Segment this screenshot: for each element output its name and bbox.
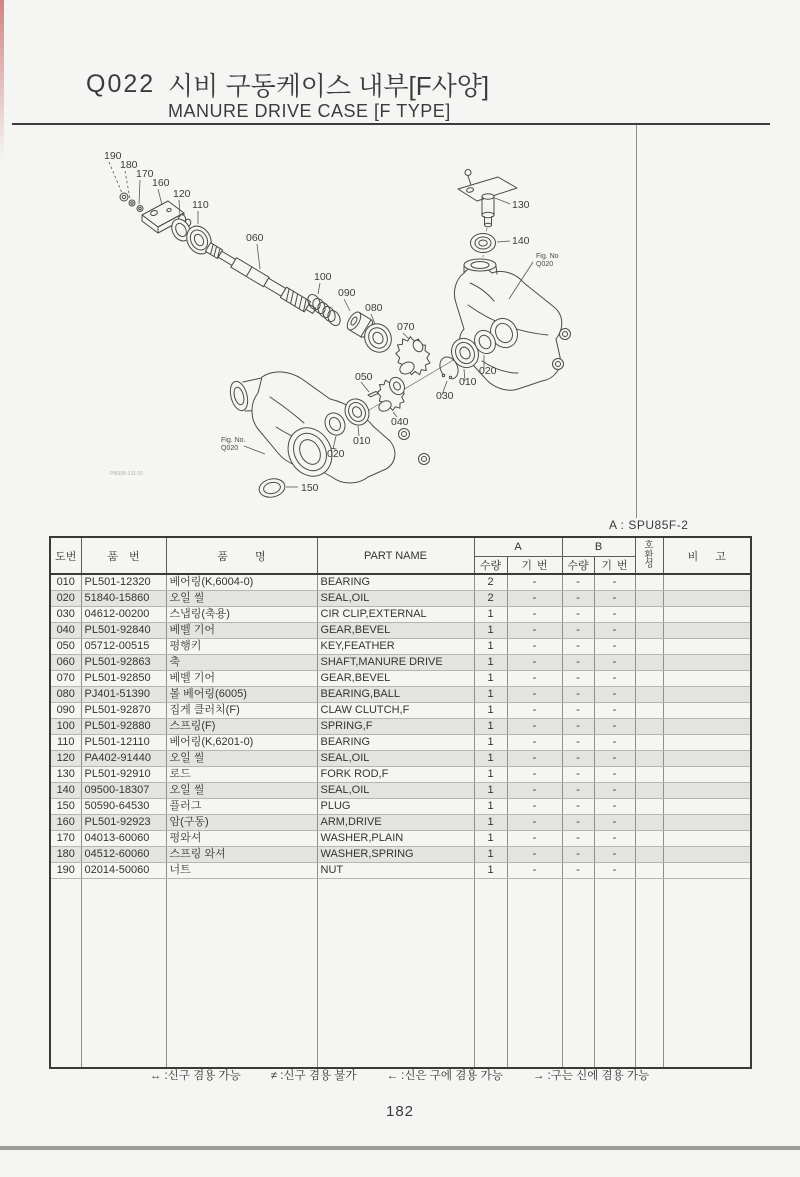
cell-serial-b: - <box>594 735 635 751</box>
cell-serial-a: - <box>507 607 562 623</box>
callout-leader <box>344 299 350 311</box>
cell-remarks <box>663 815 751 831</box>
cell-fig-no: 180 <box>50 847 81 863</box>
cell-qty-b: - <box>562 591 594 607</box>
cell-qty-b: - <box>562 687 594 703</box>
part-shaft-060 <box>205 242 317 316</box>
fig-ref-label: Q020 <box>221 445 239 452</box>
part-key-050 <box>368 392 379 397</box>
cell-fig-no: 050 <box>50 639 81 655</box>
cell-qty-a: 1 <box>474 799 507 815</box>
exploded-diagram <box>12 125 637 520</box>
cell-empty <box>562 879 594 1069</box>
cell-serial-a: - <box>507 639 562 655</box>
cell-serial-a: - <box>507 671 562 687</box>
cell-empty <box>507 879 562 1069</box>
cell-fig-no: 160 <box>50 815 81 831</box>
cell-remarks <box>663 719 751 735</box>
page-number: 182 <box>385 1103 415 1120</box>
diagram-callout-160: 160 <box>152 177 170 189</box>
part-washer-180 <box>129 200 135 206</box>
cell-remarks <box>663 607 751 623</box>
cell-part-name: BEARING <box>317 574 474 591</box>
cell-name-ko: 평행키 <box>166 639 317 655</box>
cell-name-ko: 암(구동) <box>166 815 317 831</box>
symbol-legend <box>49 1067 750 1083</box>
cell-qty-b: - <box>562 639 594 655</box>
diagram-callout-080: 080 <box>365 302 383 314</box>
table-row <box>50 719 751 735</box>
cell-qty-a: 1 <box>474 719 507 735</box>
table-row <box>50 863 751 879</box>
cell-compat <box>635 671 663 687</box>
cell-fig-no: 150 <box>50 799 81 815</box>
cell-serial-a: - <box>507 687 562 703</box>
cell-serial-b: - <box>594 815 635 831</box>
callout-leader <box>318 283 320 294</box>
part-fork-rod-130 <box>458 170 517 227</box>
fig-ref-label: Fig. No. <box>221 437 246 444</box>
col-header-part-name: PART NAME <box>317 537 474 574</box>
cell-compat <box>635 703 663 719</box>
col-header-serial-b: 기 번 <box>594 557 635 575</box>
cell-serial-b: - <box>594 574 635 591</box>
cell-serial-a: - <box>507 815 562 831</box>
cell-compat <box>635 655 663 671</box>
page-title-english: MANURE DRIVE CASE [F TYPE] <box>168 101 451 121</box>
cell-serial-a: - <box>507 831 562 847</box>
cell-qty-b: - <box>562 751 594 767</box>
cell-serial-a: - <box>507 591 562 607</box>
cell-fig-no: 130 <box>50 767 81 783</box>
cell-part-no: 04512-60060 <box>81 847 166 863</box>
cell-serial-a: - <box>507 751 562 767</box>
cell-qty-a: 1 <box>474 863 507 879</box>
callout-leader <box>244 446 265 454</box>
cell-name-ko: 축 <box>166 655 317 671</box>
cell-qty-a: 1 <box>474 687 507 703</box>
diagram-callout-170: 170 <box>136 168 154 180</box>
cell-qty-a: 1 <box>474 783 507 799</box>
cell-part-name: CLAW CLUTCH,F <box>317 703 474 719</box>
cell-part-no: 04013-60060 <box>81 831 166 847</box>
table-row <box>50 767 751 783</box>
cell-qty-b: - <box>562 783 594 799</box>
cell-qty-a: 1 <box>474 751 507 767</box>
diagram-callout-140: 140 <box>512 235 530 247</box>
cell-serial-a: - <box>507 574 562 591</box>
cell-name-ko: 로드 <box>166 767 317 783</box>
diagram-callout-020: 020 <box>479 365 497 377</box>
scan-edge-left <box>0 0 4 160</box>
cell-qty-a: 1 <box>474 655 507 671</box>
table-row <box>50 831 751 847</box>
diagram-callout-010: 010 <box>353 435 371 447</box>
cell-qty-a: 2 <box>474 574 507 591</box>
cell-qty-a: 1 <box>474 767 507 783</box>
cell-remarks <box>663 591 751 607</box>
cell-serial-b: - <box>594 863 635 879</box>
cell-part-name: CIR CLIP,EXTERNAL <box>317 607 474 623</box>
table-row <box>50 607 751 623</box>
compat-vertical-label: 호환성 <box>644 540 654 571</box>
cell-serial-b: - <box>594 767 635 783</box>
table-row <box>50 799 751 815</box>
cell-remarks <box>663 703 751 719</box>
section-code: Q022 <box>86 70 156 98</box>
cell-part-no: PL501-12320 <box>81 574 166 591</box>
cell-remarks <box>663 639 751 655</box>
part-gear-070 <box>396 337 430 377</box>
cell-fig-no: 090 <box>50 703 81 719</box>
cell-serial-a: - <box>507 623 562 639</box>
cell-serial-b: - <box>594 623 635 639</box>
cell-compat <box>635 591 663 607</box>
cell-name-ko: 스프링(F) <box>166 719 317 735</box>
cell-part-name: ARM,DRIVE <box>317 815 474 831</box>
cell-part-no: 50590-64530 <box>81 799 166 815</box>
cell-fig-no: 110 <box>50 735 81 751</box>
cell-name-ko: 오일 씰 <box>166 591 317 607</box>
cell-part-no: PA402-91440 <box>81 751 166 767</box>
cell-part-name: SEAL,OIL <box>317 751 474 767</box>
diagram-callout-090: 090 <box>338 287 356 299</box>
table-row <box>50 815 751 831</box>
cell-qty-b: - <box>562 799 594 815</box>
part-seal-140 <box>471 234 496 253</box>
diagram-callout-100: 100 <box>314 271 332 283</box>
cell-compat <box>635 639 663 655</box>
cell-remarks <box>663 863 751 879</box>
cell-remarks <box>663 623 751 639</box>
cell-serial-a: - <box>507 767 562 783</box>
cell-part-no: 04612-00200 <box>81 607 166 623</box>
cell-empty <box>474 879 507 1069</box>
cell-qty-a: 1 <box>474 815 507 831</box>
cell-qty-a: 1 <box>474 703 507 719</box>
cell-empty <box>317 879 474 1069</box>
fig-ref-label: Q020 <box>536 261 554 268</box>
legend-item: ≠ :신구 겸용 불가 <box>270 1070 357 1082</box>
diagram-callout-150: 150 <box>301 482 319 494</box>
cell-empty <box>594 879 635 1069</box>
cell-qty-a: 1 <box>474 847 507 863</box>
cell-part-name: WASHER,PLAIN <box>317 831 474 847</box>
cell-serial-a: - <box>507 655 562 671</box>
cell-remarks <box>663 687 751 703</box>
cell-qty-b: - <box>562 655 594 671</box>
cell-part-no: PL501-92880 <box>81 719 166 735</box>
cell-serial-a: - <box>507 847 562 863</box>
col-header-group-b: B <box>562 537 635 557</box>
table-row <box>50 735 751 751</box>
cell-part-no: PL501-92910 <box>81 767 166 783</box>
cell-part-no: 02014-50060 <box>81 863 166 879</box>
cell-remarks <box>663 767 751 783</box>
cell-fig-no: 140 <box>50 783 81 799</box>
cell-part-no: PJ401-51390 <box>81 687 166 703</box>
diagram-callout-130: 130 <box>512 199 530 211</box>
cell-compat <box>635 767 663 783</box>
cell-part-no: PL501-92870 <box>81 703 166 719</box>
cell-empty <box>50 879 81 1069</box>
table-row <box>50 623 751 639</box>
col-header-part-no: 품 번 <box>81 537 166 574</box>
callout-leader <box>495 198 510 204</box>
cell-serial-b: - <box>594 655 635 671</box>
cell-empty <box>635 879 663 1069</box>
cell-compat <box>635 847 663 863</box>
cell-compat <box>635 799 663 815</box>
cell-part-name: WASHER,SPRING <box>317 847 474 863</box>
cell-part-no: PL501-12110 <box>81 735 166 751</box>
cell-serial-a: - <box>507 799 562 815</box>
cell-name-ko: 베어링(K,6201-0) <box>166 735 317 751</box>
diagram-callout-060: 060 <box>246 232 264 244</box>
diagram-callout-050: 050 <box>355 371 373 383</box>
cell-compat <box>635 863 663 879</box>
cell-remarks <box>663 735 751 751</box>
cell-fig-no: 040 <box>50 623 81 639</box>
callout-leader <box>139 180 140 204</box>
cell-remarks <box>663 655 751 671</box>
cell-serial-b: - <box>594 751 635 767</box>
cell-fig-no: 100 <box>50 719 81 735</box>
cell-serial-b: - <box>594 847 635 863</box>
cell-part-no: PL501-92923 <box>81 815 166 831</box>
diagram-callout-030: 030 <box>436 390 454 402</box>
col-header-serial-a: 기 번 <box>507 557 562 575</box>
cell-part-no: 05712-00515 <box>81 639 166 655</box>
cell-part-name: SEAL,OIL <box>317 591 474 607</box>
cell-remarks <box>663 831 751 847</box>
cell-fig-no: 120 <box>50 751 81 767</box>
cell-qty-a: 2 <box>474 591 507 607</box>
diagram-callout-180: 180 <box>120 159 138 171</box>
cell-qty-b: - <box>562 671 594 687</box>
table-row <box>50 687 751 703</box>
table-row <box>50 847 751 863</box>
col-header-fig-no: 도번 <box>50 537 81 574</box>
cell-qty-a: 1 <box>474 671 507 687</box>
col-header-name-ko: 품 명 <box>166 537 317 574</box>
cell-part-name: GEAR,BEVEL <box>317 623 474 639</box>
part-nut-190 <box>120 193 128 201</box>
callout-leader <box>497 241 510 242</box>
callout-leader <box>361 382 369 392</box>
cell-remarks <box>663 574 751 591</box>
diagram-callout-020: 020 <box>327 448 345 460</box>
cell-fig-no: 170 <box>50 831 81 847</box>
cell-qty-b: - <box>562 815 594 831</box>
table-row <box>50 671 751 687</box>
legend-item: → :구는 신에 겸용 가능 <box>532 1070 650 1082</box>
cell-serial-b: - <box>594 831 635 847</box>
cell-remarks <box>663 783 751 799</box>
col-header-remarks: 비 고 <box>663 537 751 574</box>
table-row <box>50 703 751 719</box>
cell-part-no: PL501-92850 <box>81 671 166 687</box>
legend-item: ← :신은 구에 겸용 가능 <box>386 1070 503 1082</box>
cell-serial-b: - <box>594 639 635 655</box>
cell-name-ko: 볼 베어링(6005) <box>166 687 317 703</box>
cell-fig-no: 030 <box>50 607 81 623</box>
cell-serial-b: - <box>594 591 635 607</box>
diagram-callout-190: 190 <box>104 150 122 162</box>
cell-serial-a: - <box>507 703 562 719</box>
cell-part-name: SHAFT,MANURE DRIVE <box>317 655 474 671</box>
cell-qty-b: - <box>562 703 594 719</box>
cell-qty-a: 1 <box>474 607 507 623</box>
scan-edge-bottom <box>0 1146 800 1150</box>
cell-fig-no: 020 <box>50 591 81 607</box>
cell-serial-a: - <box>507 783 562 799</box>
cell-remarks <box>663 799 751 815</box>
cell-qty-a: 1 <box>474 735 507 751</box>
cell-empty <box>81 879 166 1069</box>
cell-serial-b: - <box>594 783 635 799</box>
callout-leader <box>257 244 260 269</box>
cell-compat <box>635 751 663 767</box>
cell-compat <box>635 815 663 831</box>
cell-name-ko: 베벨 기어 <box>166 671 317 687</box>
col-header-qty-a: 수량 <box>474 557 507 575</box>
drawing-watermark: PM308-131-10 <box>110 471 144 477</box>
cell-compat <box>635 783 663 799</box>
cell-empty <box>663 879 751 1069</box>
cell-name-ko: 스프링 와셔 <box>166 847 317 863</box>
cell-qty-b: - <box>562 719 594 735</box>
table-filler-row <box>50 879 751 1069</box>
cell-part-name: PLUG <box>317 799 474 815</box>
col-header-group-a: A <box>474 537 562 557</box>
cell-compat <box>635 607 663 623</box>
cell-serial-a: - <box>507 735 562 751</box>
cell-compat <box>635 687 663 703</box>
cell-serial-b: - <box>594 703 635 719</box>
cell-part-no: 09500-18307 <box>81 783 166 799</box>
cell-fig-no: 060 <box>50 655 81 671</box>
cell-name-ko: 오일 씰 <box>166 751 317 767</box>
diagram-callout-010: 010 <box>459 376 477 388</box>
table-row <box>50 639 751 655</box>
cell-part-name: NUT <box>317 863 474 879</box>
cell-remarks <box>663 847 751 863</box>
cell-part-name: KEY,FEATHER <box>317 639 474 655</box>
cell-serial-b: - <box>594 687 635 703</box>
diagram-callout-110: 110 <box>192 199 209 211</box>
part-case-upper <box>454 259 570 390</box>
cell-fig-no: 010 <box>50 574 81 591</box>
diagram-callout-070: 070 <box>397 321 415 333</box>
cell-serial-b: - <box>594 719 635 735</box>
cell-qty-b: - <box>562 735 594 751</box>
cell-name-ko: 플러그 <box>166 799 317 815</box>
cell-name-ko: 너트 <box>166 863 317 879</box>
cell-serial-b: - <box>594 799 635 815</box>
cell-name-ko: 집게 클러치(F) <box>166 703 317 719</box>
callout-leader <box>403 333 409 339</box>
table-row <box>50 783 751 799</box>
cell-qty-b: - <box>562 623 594 639</box>
cell-fig-no: 070 <box>50 671 81 687</box>
diagram-callout-040: 040 <box>391 416 409 428</box>
cell-empty <box>166 879 317 1069</box>
part-washer-170 <box>137 206 143 212</box>
cell-serial-b: - <box>594 671 635 687</box>
cell-name-ko: 스냅링(축용) <box>166 607 317 623</box>
table-row <box>50 591 751 607</box>
cell-part-no: 51840-15860 <box>81 591 166 607</box>
col-header-compat <box>635 537 663 574</box>
cell-serial-a: - <box>507 719 562 735</box>
cell-serial-b: - <box>594 607 635 623</box>
table-row <box>50 751 751 767</box>
cell-qty-b: - <box>562 847 594 863</box>
cell-qty-b: - <box>562 863 594 879</box>
cell-qty-b: - <box>562 767 594 783</box>
cell-qty-b: - <box>562 607 594 623</box>
table-row <box>50 655 751 671</box>
cell-compat <box>635 623 663 639</box>
cell-compat <box>635 831 663 847</box>
cell-part-name: SPRING,F <box>317 719 474 735</box>
table-row <box>50 574 751 591</box>
parts-table <box>49 536 752 1069</box>
cell-remarks <box>663 671 751 687</box>
part-plug-150 <box>257 476 286 499</box>
cell-fig-no: 190 <box>50 863 81 879</box>
cell-name-ko: 베벨 기어 <box>166 623 317 639</box>
cell-part-name: SEAL,OIL <box>317 783 474 799</box>
cell-name-ko: 평와셔 <box>166 831 317 847</box>
cell-qty-a: 1 <box>474 639 507 655</box>
part-gear-040 <box>377 375 407 414</box>
cell-qty-a: 1 <box>474 623 507 639</box>
legend-item: ↔ :신구 겸용 가능 <box>149 1070 241 1082</box>
cell-compat <box>635 719 663 735</box>
cell-name-ko: 오일 씰 <box>166 783 317 799</box>
cell-part-no: PL501-92863 <box>81 655 166 671</box>
callout-leader <box>158 189 162 205</box>
cell-qty-a: 1 <box>474 831 507 847</box>
cell-part-name: BEARING,BALL <box>317 687 474 703</box>
cell-part-name: FORK ROD,F <box>317 767 474 783</box>
fig-ref-label: Fig. No <box>536 253 559 260</box>
cell-part-name: BEARING <box>317 735 474 751</box>
cell-qty-b: - <box>562 831 594 847</box>
cell-compat <box>635 574 663 591</box>
cell-qty-b: - <box>562 574 594 591</box>
cell-fig-no: 080 <box>50 687 81 703</box>
cell-part-no: PL501-92840 <box>81 623 166 639</box>
diagram-callout-120: 120 <box>173 188 191 200</box>
cell-name-ko: 베어링(K,6004-0) <box>166 574 317 591</box>
variant-note: A : SPU85F-2 <box>609 518 689 532</box>
col-header-qty-b: 수량 <box>562 557 594 575</box>
cell-compat <box>635 735 663 751</box>
cell-serial-a: - <box>507 863 562 879</box>
page-title-korean: 시비 구동케이스 내부[F사양] <box>168 71 490 101</box>
cell-remarks <box>663 751 751 767</box>
cell-part-name: GEAR,BEVEL <box>317 671 474 687</box>
